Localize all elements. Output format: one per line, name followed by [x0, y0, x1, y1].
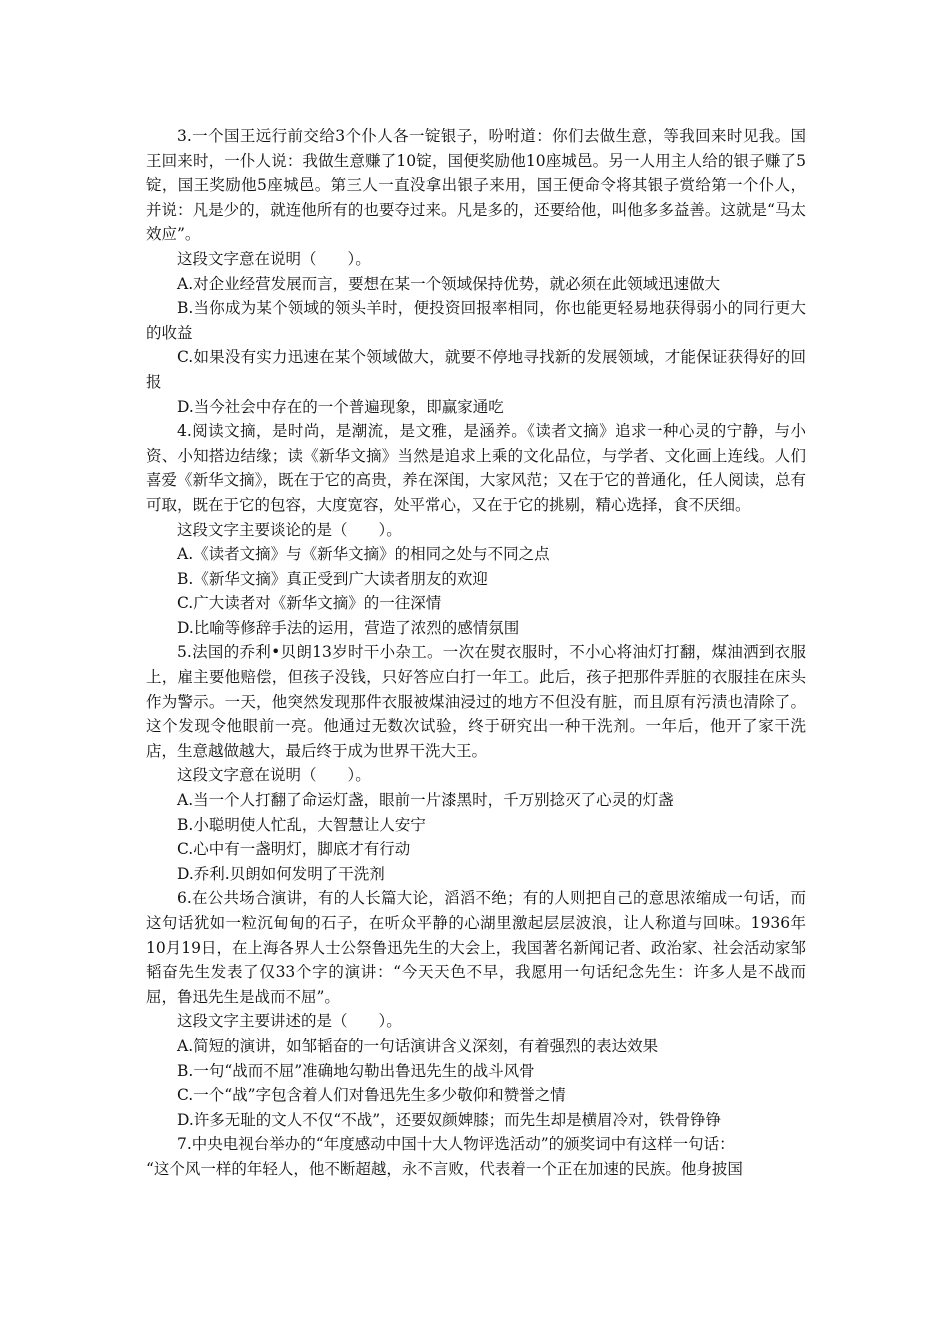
question-4-option-c: C.广大读者对《新华文摘》的一往深情: [177, 594, 442, 613]
question-6-stem: 6.在公共场合演讲，有的人长篇大论，滔滔不绝；有的人则把自己的意思浓缩成一句话，而这句话犹如一粒沉甸甸的石子，在听众平静的心湖里激起层层波浪，让人称道与回味。1936年10月19日，在上海各界人士公祭鲁迅先生的大会上，我国著名新闻记者、政治家、社会活动家邹韬奋先生发表了仅33个字的演讲：“今天天色不早，我愿用一句话纪念先生：许多人是不战而屈，鲁迅先生是战而不屈”。: [146, 889, 806, 1006]
question-7-stem-line-2: “这个风一样的年轻人，他不断超越，永不言败，代表着一个正在加速的民族。他身披国: [146, 1159, 743, 1178]
question-3-option-a: A.对企业经营发展而言，要想在某一个领域保持优势，就必须在此领域迅速做大: [177, 274, 721, 293]
question-4-option-a: A.《读者文摘》与《新华文摘》的相同之处与不同之点: [177, 545, 550, 564]
question-5-option-c: C.心中有一盏明灯，脚底才有行动: [177, 840, 411, 859]
question-3-option-d: D.当今社会中存在的一个普遍现象，即赢家通吃: [177, 397, 504, 416]
question-5-prompt: 这段文字意在说明（ ）。: [177, 766, 371, 785]
document-body: [146, 124, 806, 1182]
question-6-option-c: C.一个“战”字包含着人们对鲁迅先生多少敬仰和赞誉之情: [177, 1086, 566, 1105]
question-5-option-a: A.当一个人打翻了命运灯盏，眼前一片漆黑时，千万别捻灭了心灵的灯盏: [177, 791, 674, 810]
question-3-prompt: 这段文字意在说明（ ）。: [177, 249, 371, 268]
question-6-option-d: D.许多无耻的文人不仅“不战”，还要奴颜婢膝；而先生却是横眉冷对，铁骨铮铮: [177, 1110, 722, 1129]
question-6-option-b: B.一句“战而不屈”准确地勾勒出鲁迅先生的战斗风骨: [177, 1061, 535, 1080]
question-3-option-c: C.如果没有实力迅速在某个领域做大，就要不停地寻找新的发展领域，才能保证获得好的回报: [146, 348, 806, 391]
question-4-option-b: B.《新华文摘》真正受到广大读者朋友的欢迎: [177, 569, 488, 588]
question-3-stem: 3.一个国王远行前交给3个仆人各一锭银子，吩咐道：你们去做生意，等我回来时见我。国王回来时，一仆人说：我做生意赚了10锭，国便奖励他10座城邑。另一人用主人给的银子赚了5锭，国王奖励他5座城邑。第三人一直没拿出银子来用，国王便命令将其银子赏给第一个仆人，并说：凡是少的，就连他所有的也要夺过来。凡是多的，还要给他，叫他多多益善。这就是“马太效应”。: [146, 127, 806, 244]
question-4-option-d: D.比喻等修辞手法的运用，营造了浓烈的感情氛围: [177, 618, 520, 637]
question-5-option-b: B.小聪明使人忙乱，大智慧让人安宁: [177, 815, 426, 834]
question-3-option-b: B.当你成为某个领域的领头羊时，便投资回报率相同，你也能更轻易地获得弱小的同行更大的收益: [146, 299, 806, 342]
question-7-stem-line-1: 7.中央电视台举办的“年度感动中国十大人物评选活动”的颁奖词中有这样一句话：: [177, 1135, 735, 1154]
question-5-option-d: D.乔利.贝朗如何发明了干洗剂: [177, 864, 385, 883]
question-4-prompt: 这段文字主要谈论的是（ ）。: [177, 520, 402, 539]
question-6-option-a: A.简短的演讲，如邹韬奋的一句话演讲含义深刻，有着强烈的表达效果: [177, 1036, 659, 1055]
question-5-stem: 5.法国的乔利•贝朗13岁时干小杂工。一次在熨衣服时，不小心将油灯打翻，煤油洒到衣服上，雇主要他赔偿，但孩子没钱，只好答应白打一年工。此后，孩子把那件弄脏的衣服挂在床头作为警示。一天，他突然发现那件衣服被煤油浸过的地方不但没有脏，而且原有污渍也清除了。这个发现令他眼前一亮。他通过无数次试验，终于研究出一种干洗剂。一年后，他开了家干洗店，生意越做越大，最后终于成为世界干洗大王。: [146, 643, 806, 760]
question-6-prompt: 这段文字主要讲述的是（ ）。: [177, 1012, 402, 1031]
question-4-stem: 4.阅读文摘，是时尚，是潮流，是文雅，是涵养。《读者文摘》追求一种心灵的宁静，与小资、小知搭边结缘；读《新华文摘》当然是追求上乘的文化品位，与学者、文化画上连线。人们喜爱《新华文摘》，既在于它的高贵，养在深闺，大家风范；又在于它的普通化，任人阅读，总有可取，既在于它的包容，大度宽容，处平常心，又在于它的挑剔，精心选择，食不厌细。: [146, 422, 806, 514]
